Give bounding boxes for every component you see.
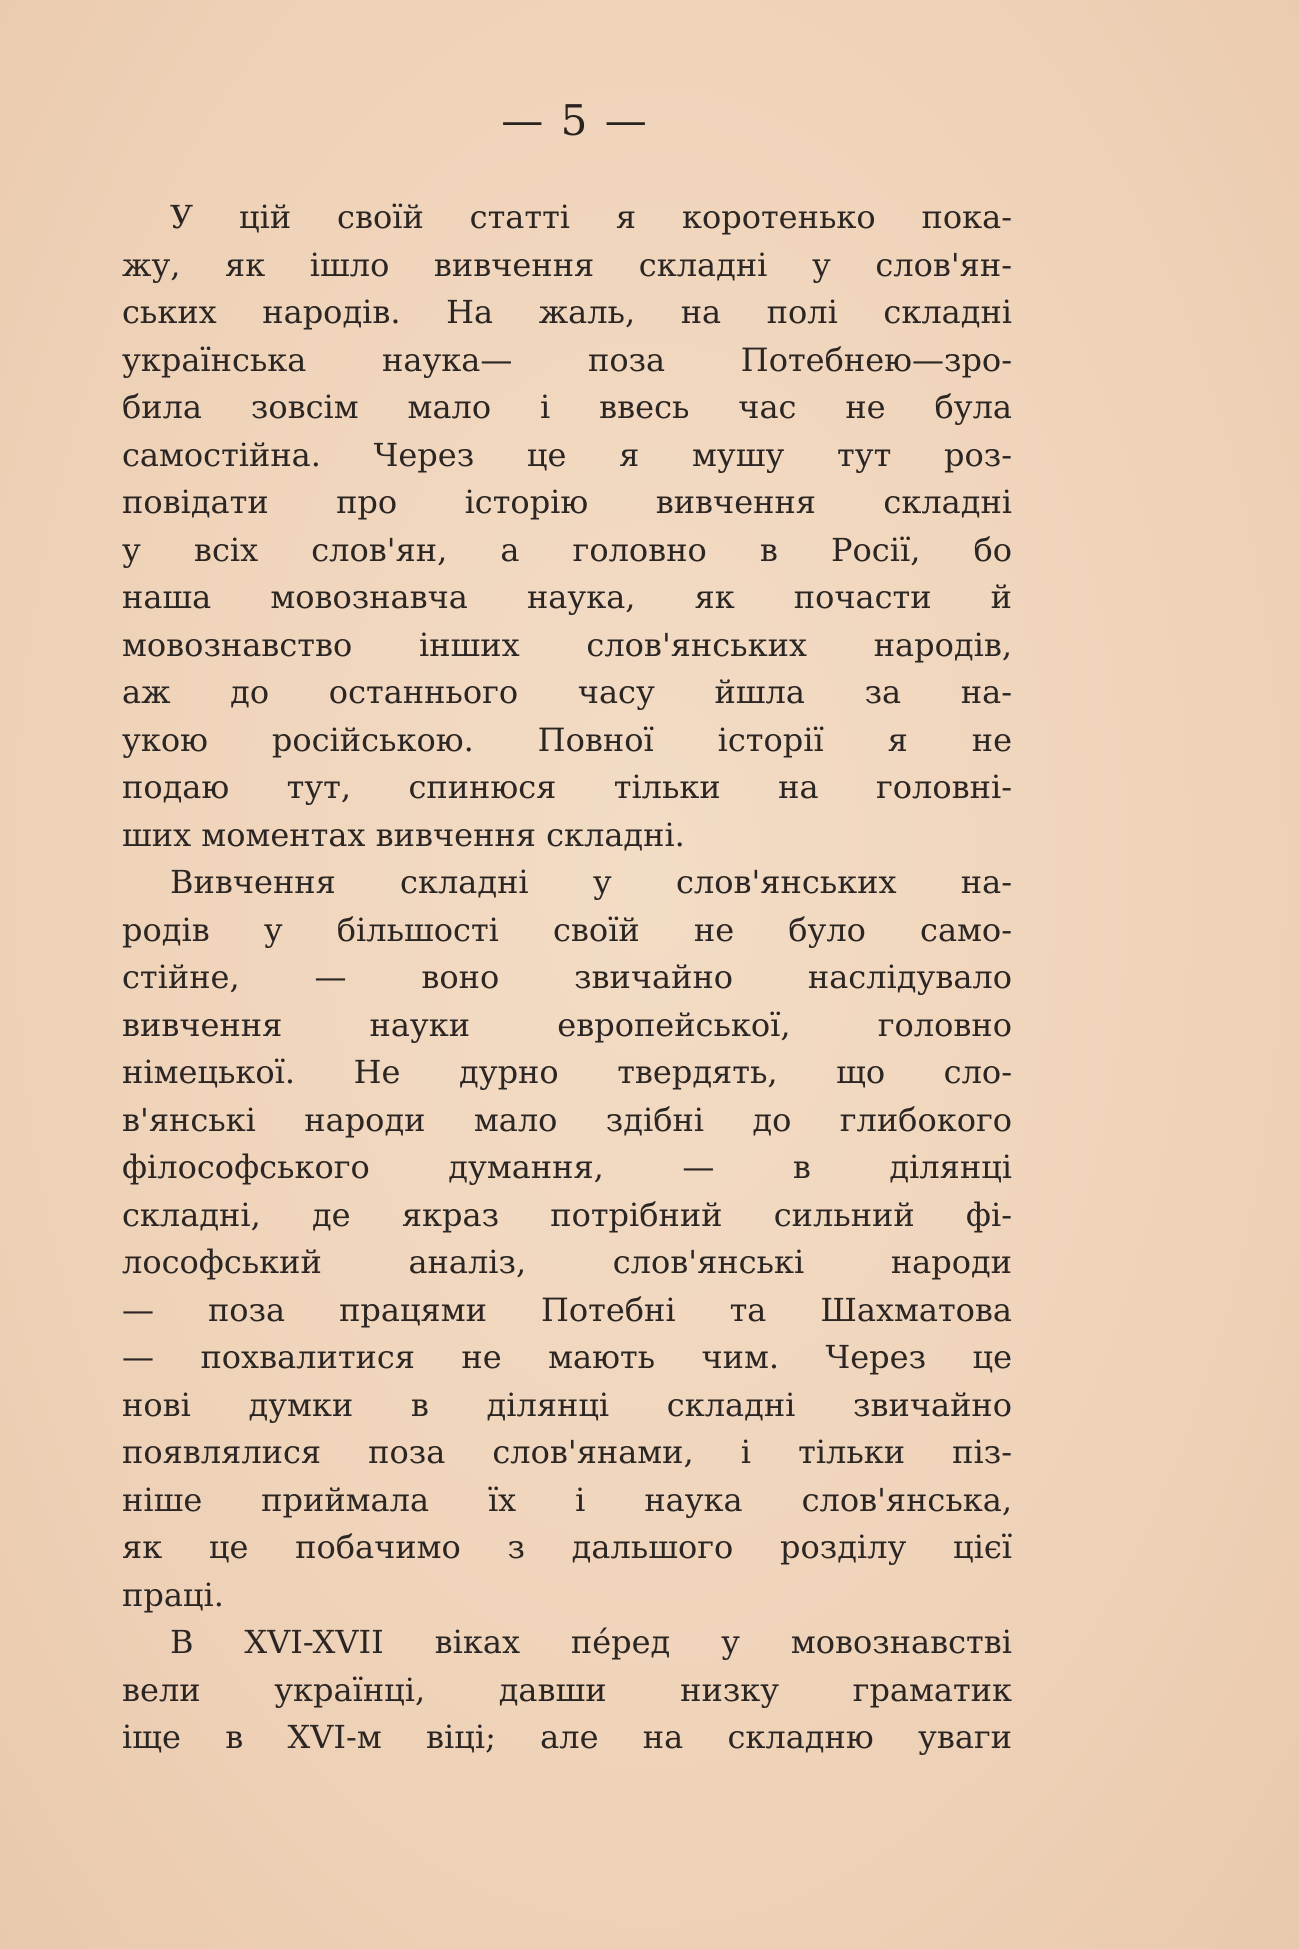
text-line: складні, де якраз потрібний сильний фі-	[122, 1195, 1012, 1234]
text-line: — поза працями Потебні та Шахматова	[122, 1290, 1012, 1329]
text-line: В XVI-XVII віках пéред у мовознавстві	[170, 1623, 1012, 1661]
text-line: появлялися поза слов'янами, і тільки піз-	[122, 1433, 1012, 1471]
text-line: повідати про історію вивчення складні	[122, 483, 1012, 521]
text-line: укою російською. Повної історії я не	[122, 720, 1012, 759]
text-line: філософського думання, — в ділянці	[122, 1148, 1012, 1186]
text-line: наша мовознавча наука, як почасти й	[122, 578, 1012, 616]
text-line: родів у більшості своїй не було само-	[122, 910, 1012, 949]
text-line: мовознавство інших слов'янських народів,	[122, 625, 1012, 664]
body-text	[122, 194, 1012, 1762]
text-line: ших моментах вивчення складні.	[122, 815, 685, 854]
text-line: ських народів. На жаль, на полі складні	[122, 293, 1012, 331]
text-line: німецької. Не дурно твердять, що сло-	[122, 1053, 1012, 1091]
text-line: У цій своїй статті я коротенько пока-	[170, 198, 1012, 236]
text-line: била зовсім мало і ввесь час не була	[122, 388, 1012, 426]
text-line: стійне, — воно звичайно наслідувало	[122, 958, 1012, 996]
text-line: подаю тут, спинюся тільки на головні-	[122, 768, 1012, 806]
text-line: іще в XVI-м віці; але на складню уваги	[122, 1718, 1012, 1756]
text-line: — похвалитися не мають чим. Через це	[122, 1338, 1012, 1376]
text-line: як це побачимо з дальшого розділу цієї	[122, 1528, 1012, 1566]
text-line: вели українці, давши низку граматик	[122, 1670, 1012, 1709]
paragraph-1	[122, 194, 1012, 859]
paragraph-2	[122, 859, 1012, 1619]
text-line: українська наука— поза Потебнею—зро-	[122, 340, 1012, 379]
text-line: праці.	[122, 1575, 224, 1614]
text-line: Вивчення складні у слов'янських на-	[170, 863, 1012, 901]
text-line: жу, як ішло вивчення складні у слов'ян-	[122, 245, 1012, 284]
text-line: лософський аналіз, слов'янські народи	[122, 1243, 1012, 1281]
paragraph-3	[122, 1619, 1012, 1762]
text-line: у всіх слов'ян, а головно в Росії, бо	[122, 530, 1012, 569]
text-line: вивчення науки европейської, головно	[122, 1005, 1012, 1044]
text-line: в'янські народи мало здібні до глибокого	[122, 1100, 1012, 1139]
page-number: — 5 —	[501, 96, 649, 145]
text-line: аж до останнього часу йшла за на-	[122, 673, 1012, 711]
text-line: самостійна. Через це я мушу тут роз-	[122, 435, 1012, 474]
text-line: нові думки в ділянці складні звичайно	[122, 1385, 1012, 1424]
text-line: ніше приймала їх і наука слов'янська,	[122, 1480, 1012, 1519]
